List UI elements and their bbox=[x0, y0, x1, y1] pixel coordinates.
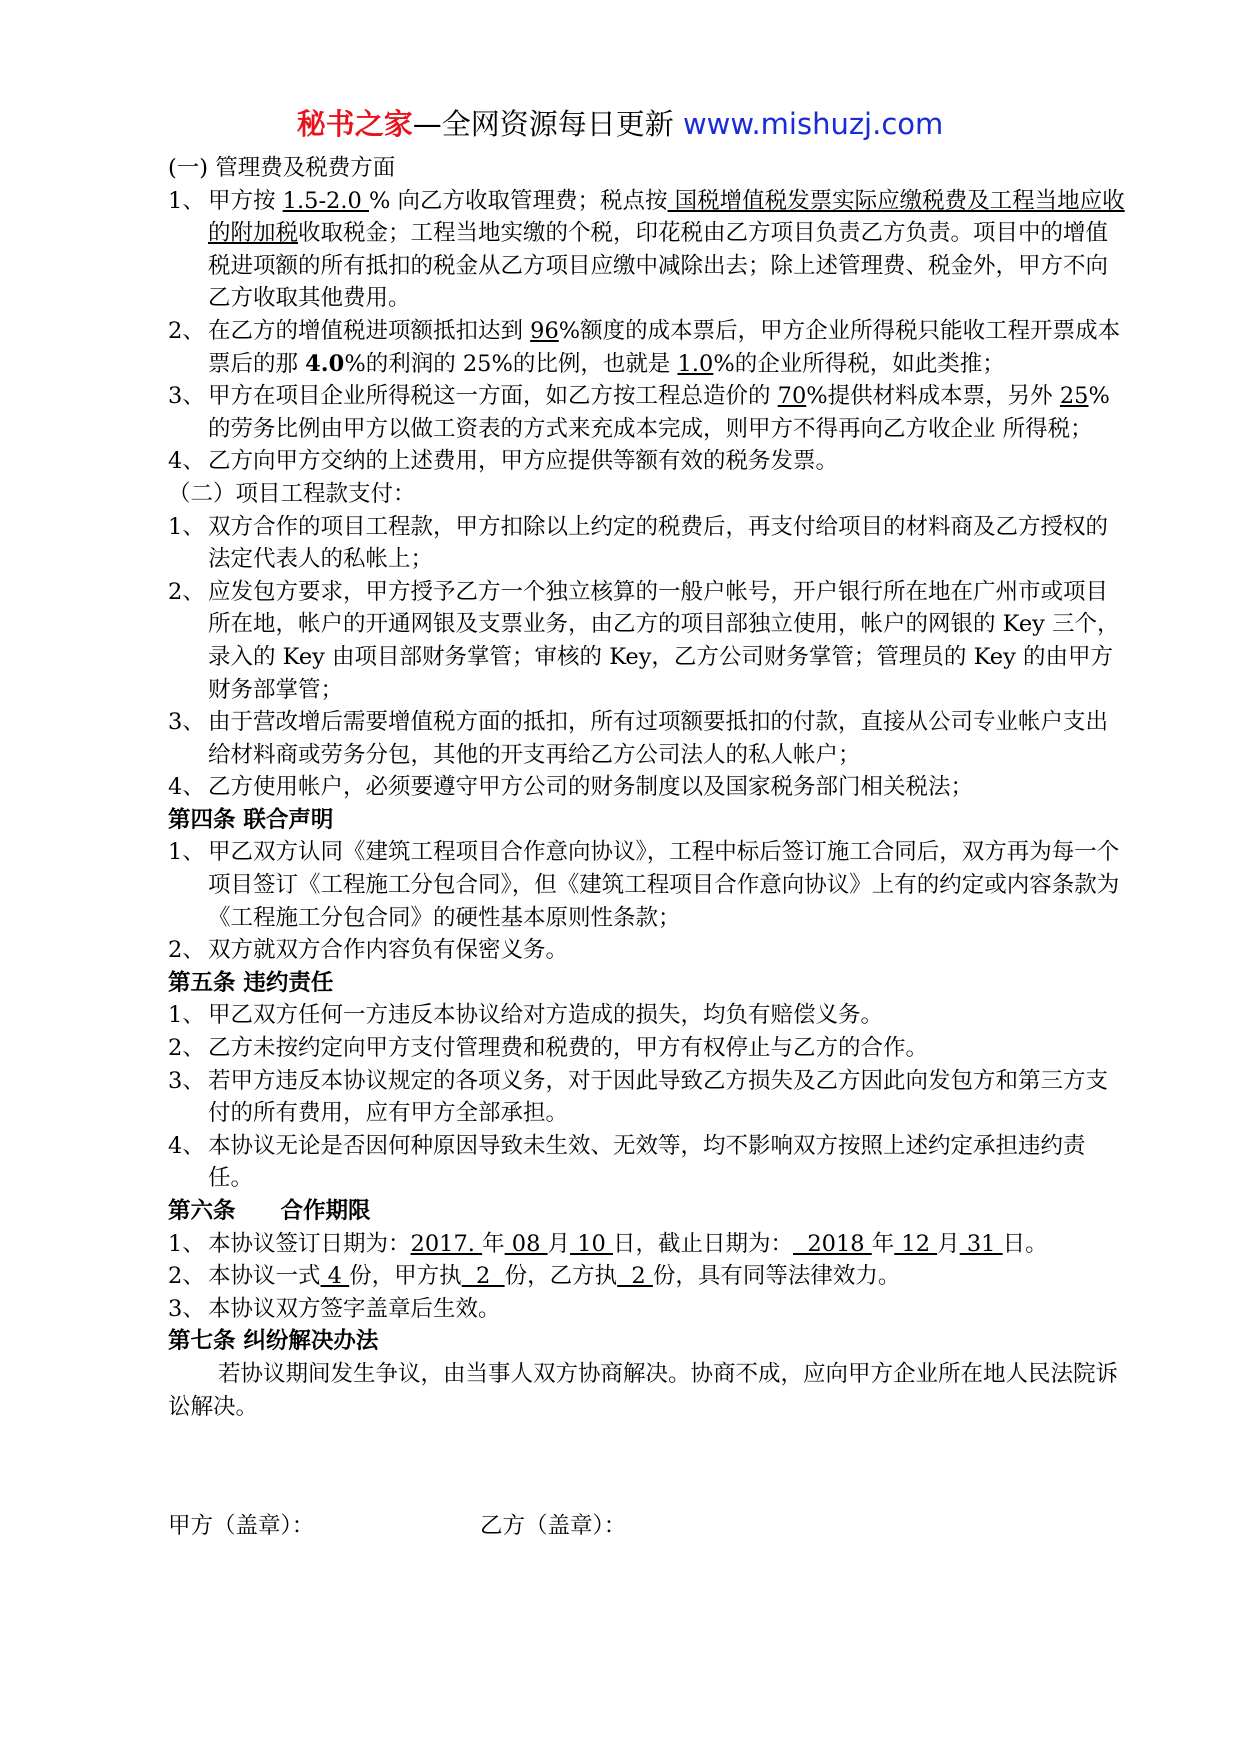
banner-url-link[interactable]: www.mishuzj.com bbox=[682, 107, 944, 141]
fees-item-4 bbox=[168, 445, 1128, 478]
banner-tagline: —全网资源每日更新 bbox=[412, 107, 683, 141]
article-7-text: 若协议期间发生争议，由当事人双方协商解决。协商不成，应向甲方企业所在地人民法院诉讼解决。 bbox=[168, 1360, 1119, 1420]
fees-item-2 bbox=[168, 315, 1128, 380]
item-text: 甲方在项目企业所得税这一方面，如乙方按工程总造价的 70%提供材料成本票，另外 25%的劳务比例由甲方以做工资表的方式来充成本完成，则甲方不得再向乙方收企业 所得税； bbox=[208, 383, 1110, 442]
item-text: 本协议一式 4 份，甲方执 2 份，乙方执 2 份，具有同等法律效力。 bbox=[208, 1263, 901, 1290]
article-4-item-2 bbox=[168, 934, 1128, 967]
item-number: 3、 bbox=[168, 1067, 205, 1094]
sign-month: 08 bbox=[504, 1230, 548, 1257]
document-body bbox=[168, 152, 1128, 1423]
item-number: 2、 bbox=[168, 578, 205, 605]
end-day: 31 bbox=[959, 1230, 1003, 1257]
item-text: 由于营改增后需要增值税方面的抵扣，所有过项额要抵扣的付款，直接从公司专业帐户支出给材料商或劳务分包，其他的开支再给乙方公司法人的私人帐户； bbox=[208, 709, 1109, 768]
payment-item-2 bbox=[168, 576, 1128, 706]
item-text: 本协议无论是否因何种原因导致未生效、无效等，均不影响双方按照上述约定承担违约责任。 bbox=[208, 1132, 1086, 1192]
item-number: 4、 bbox=[168, 1132, 205, 1159]
signature-block bbox=[168, 1510, 1128, 1543]
article-6-item-3 bbox=[168, 1293, 1128, 1326]
article-5-heading: 第五条 违约责任 bbox=[168, 969, 334, 996]
payment-item-1 bbox=[168, 511, 1128, 576]
fees-item-1 bbox=[168, 185, 1128, 315]
end-year: 2018 bbox=[793, 1230, 872, 1257]
item-number: 3、 bbox=[168, 1295, 205, 1322]
item-number: 1、 bbox=[168, 839, 205, 866]
article-5-item-3 bbox=[168, 1065, 1128, 1130]
section-fees-title: (一) 管理费及税费方面 bbox=[168, 155, 396, 181]
item-text: 本协议签订日期为：2017. 年 08 月 10 日，截止日期为： 2018 年 12 月 31 日。 bbox=[208, 1230, 1048, 1257]
item-text: 在乙方的增值税进项额抵扣达到 96%额度的成本票后，甲方企业所得税只能收工程开票成本票后的那 4.0%的利润的 25%的比例，也就是 1.0%的企业所得税，如此类推； bbox=[208, 317, 1121, 377]
item-number: 1、 bbox=[168, 1230, 205, 1257]
item-text: 乙方向甲方交纳的上述费用，甲方应提供等额有效的税务发票。 bbox=[208, 448, 839, 475]
banner-brand: 秘书之家 bbox=[296, 107, 413, 141]
item-number: 1、 bbox=[168, 513, 205, 540]
copies-party-a: 2 bbox=[461, 1263, 505, 1290]
article-5-item-1 bbox=[168, 999, 1128, 1032]
article-5-item-4 bbox=[168, 1130, 1128, 1195]
item-number: 2、 bbox=[168, 317, 205, 344]
item-text: 若甲方违反本协议规定的各项义务，对于因此导致乙方损失及乙方因此向发包方和第三方支付的所有费用，应有甲方全部承担。 bbox=[208, 1067, 1109, 1127]
article-5-item-2 bbox=[168, 1032, 1128, 1065]
item-number: 4、 bbox=[168, 448, 205, 475]
item-number: 1、 bbox=[168, 187, 205, 214]
party-a-seal-label: 甲方（盖章）： bbox=[168, 1513, 315, 1539]
end-month: 12 bbox=[894, 1230, 938, 1257]
item-number: 2、 bbox=[168, 1035, 205, 1062]
item-text: 甲乙双方认同《建筑工程项目合作意向协议》，工程中标后签订施工合同后，双方再为每一个项目签订《工程施工分包合同》，但《建筑工程项目合作意向协议》上有的约定或内容条款为《工程施工分包合同》的硬性基本原则性条款； bbox=[208, 839, 1120, 931]
fees-item-3 bbox=[168, 380, 1128, 445]
payment-item-3 bbox=[168, 706, 1128, 771]
sign-year: 2017. bbox=[410, 1230, 483, 1257]
item-text: 乙方未按约定向甲方支付管理费和税费的，甲方有权停止与乙方的合作。 bbox=[208, 1035, 929, 1062]
copies-party-b: 2 bbox=[617, 1263, 653, 1290]
item-text: 双方合作的项目工程款，甲方扣除以上约定的税费后，再支付给项目的材料商及乙方授权的法定代表人的私帐上； bbox=[208, 513, 1109, 573]
item-number: 2、 bbox=[168, 1263, 205, 1290]
section-payment-title: （二）项目工程款支付： bbox=[168, 480, 416, 507]
item-text: 甲乙双方任何一方违反本协议给对方造成的损失，均负有赔偿义务。 bbox=[208, 1002, 884, 1029]
item-number: 2、 bbox=[168, 937, 205, 964]
site-banner bbox=[0, 104, 1240, 144]
article-6-heading: 第六条 合作期限 bbox=[168, 1198, 371, 1224]
item-text: 双方就双方合作内容负有保密义务。 bbox=[208, 937, 569, 964]
item-number: 3、 bbox=[168, 383, 205, 410]
article-6-item-1 bbox=[168, 1228, 1128, 1261]
article-4-heading: 第四条 联合声明 bbox=[168, 806, 334, 833]
item-text: 甲方按 1.5-2.0 % 向乙方收取管理费；税点按 国税增值税发票实际应缴税费及工程当地应收的附加税收取税金；工程当地实缴的个税，印花税由乙方项目负责乙方负责。项目中的增值税进项额的所有抵扣的税金从乙方项目应缴中减除出去；除上述管理费、税金外，甲方不向乙方收取其他费用。 bbox=[208, 187, 1125, 312]
payment-item-4 bbox=[168, 771, 1128, 804]
item-text: 本协议双方签字盖章后生效。 bbox=[208, 1295, 501, 1322]
party-b-seal-label: 乙方（盖章）： bbox=[480, 1513, 627, 1539]
sign-day: 10 bbox=[570, 1230, 613, 1257]
article-7-heading: 第七条 纠纷解决办法 bbox=[168, 1328, 379, 1355]
copies-total: 4 bbox=[320, 1263, 350, 1290]
item-number: 4、 bbox=[168, 774, 205, 801]
article-4-item-1 bbox=[168, 836, 1128, 934]
item-number: 1、 bbox=[168, 1002, 205, 1029]
item-number: 3、 bbox=[168, 709, 205, 736]
article-6-item-2 bbox=[168, 1260, 1128, 1293]
item-text: 应发包方要求，甲方授予乙方一个独立核算的一般户帐号，开户银行所在地在广州市或项目所在地，帐户的开通网银及支票业务，由乙方的项目部独立使用，帐户的网银的 Key 三个，录入的 Key 由项目部财务掌管；审核的 Key，乙方公司财务掌管；管理员的 Key 的由甲方财务部掌管； bbox=[208, 578, 1120, 703]
item-text: 乙方使用帐户，必须要遵守甲方公司的财务制度以及国家税务部门相关税法； bbox=[208, 774, 974, 801]
